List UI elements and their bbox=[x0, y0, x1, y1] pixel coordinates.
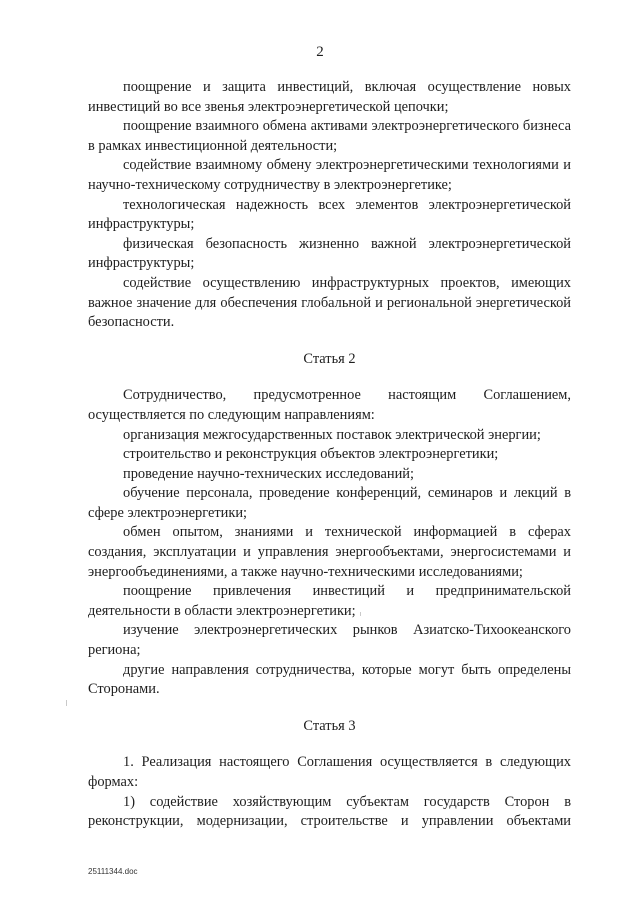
paragraph: Сотрудничество, предусмотренное настоящим Соглашением, осуществляется по следующим направлениям: bbox=[88, 387, 571, 423]
list-item: поощрение привлечения инвестиций и предпринимательской деятельности в области электроэнергетики; bbox=[88, 583, 571, 619]
list-item: изучение электроэнергетических рынков Азиатско-Тихоокеанского региона; bbox=[88, 622, 571, 659]
paragraph: физическая безопасность жизненно важной электроэнергетической инфраструктуры; bbox=[88, 235, 571, 272]
list-item: обучение персонала, проведение конференций, семинаров и лекций в сфере электроэнергетики; bbox=[88, 485, 571, 521]
list-item: строительство и реконструкция объектов электроэнергетики; bbox=[123, 446, 499, 463]
list-item: организация межгосударственных поставок электрической энергии; bbox=[123, 426, 541, 443]
document-body bbox=[88, 78, 571, 832]
scan-speck bbox=[66, 700, 67, 706]
list-item: другие направления сотрудничества, которые могут быть определены Сторонами. bbox=[88, 661, 571, 698]
article-heading: Статья 2 bbox=[303, 350, 356, 367]
article-heading: Статья 3 bbox=[303, 717, 356, 734]
paragraph: 1) содействие хозяйствующим субъектам государств Сторон в реконструкции, модернизации, строительстве и управлении объектами bbox=[88, 793, 571, 830]
page-number: 2 bbox=[316, 44, 324, 60]
paragraph: 1. Реализация настоящего Соглашения осуществляется в следующих формах: bbox=[88, 754, 571, 790]
footer-filename: 25111344.doc bbox=[88, 867, 138, 876]
paragraph: поощрение и защита инвестиций, включая осуществление новых инвестиций во все звенья электроэнергетической цепочки; bbox=[88, 79, 571, 115]
list-item: проведение научно-технических исследований; bbox=[123, 465, 414, 482]
paragraph: поощрение взаимного обмена активами электроэнергетического бизнеса в рамках инвестиционной деятельности; bbox=[88, 118, 571, 154]
list-item: обмен опытом, знаниями и технической информацией в сферах создания, эксплуатации и управления энергообъектами, энергосистемами и энергообъединениями, а также научно-техническими исследованиями; bbox=[88, 524, 571, 580]
paragraph: содействие осуществлению инфраструктурных проектов, имеющих важное значение для обеспечения глобальной и региональной энергетической безопасности. bbox=[88, 274, 571, 331]
scan-speck bbox=[360, 612, 361, 616]
paragraph: содействие взаимному обмену электроэнергетическими технологиями и научно-техническому сотрудничеству в электроэнергетике; bbox=[88, 157, 571, 193]
paragraph: технологическая надежность всех элементов электроэнергетической инфраструктуры; bbox=[88, 196, 571, 233]
